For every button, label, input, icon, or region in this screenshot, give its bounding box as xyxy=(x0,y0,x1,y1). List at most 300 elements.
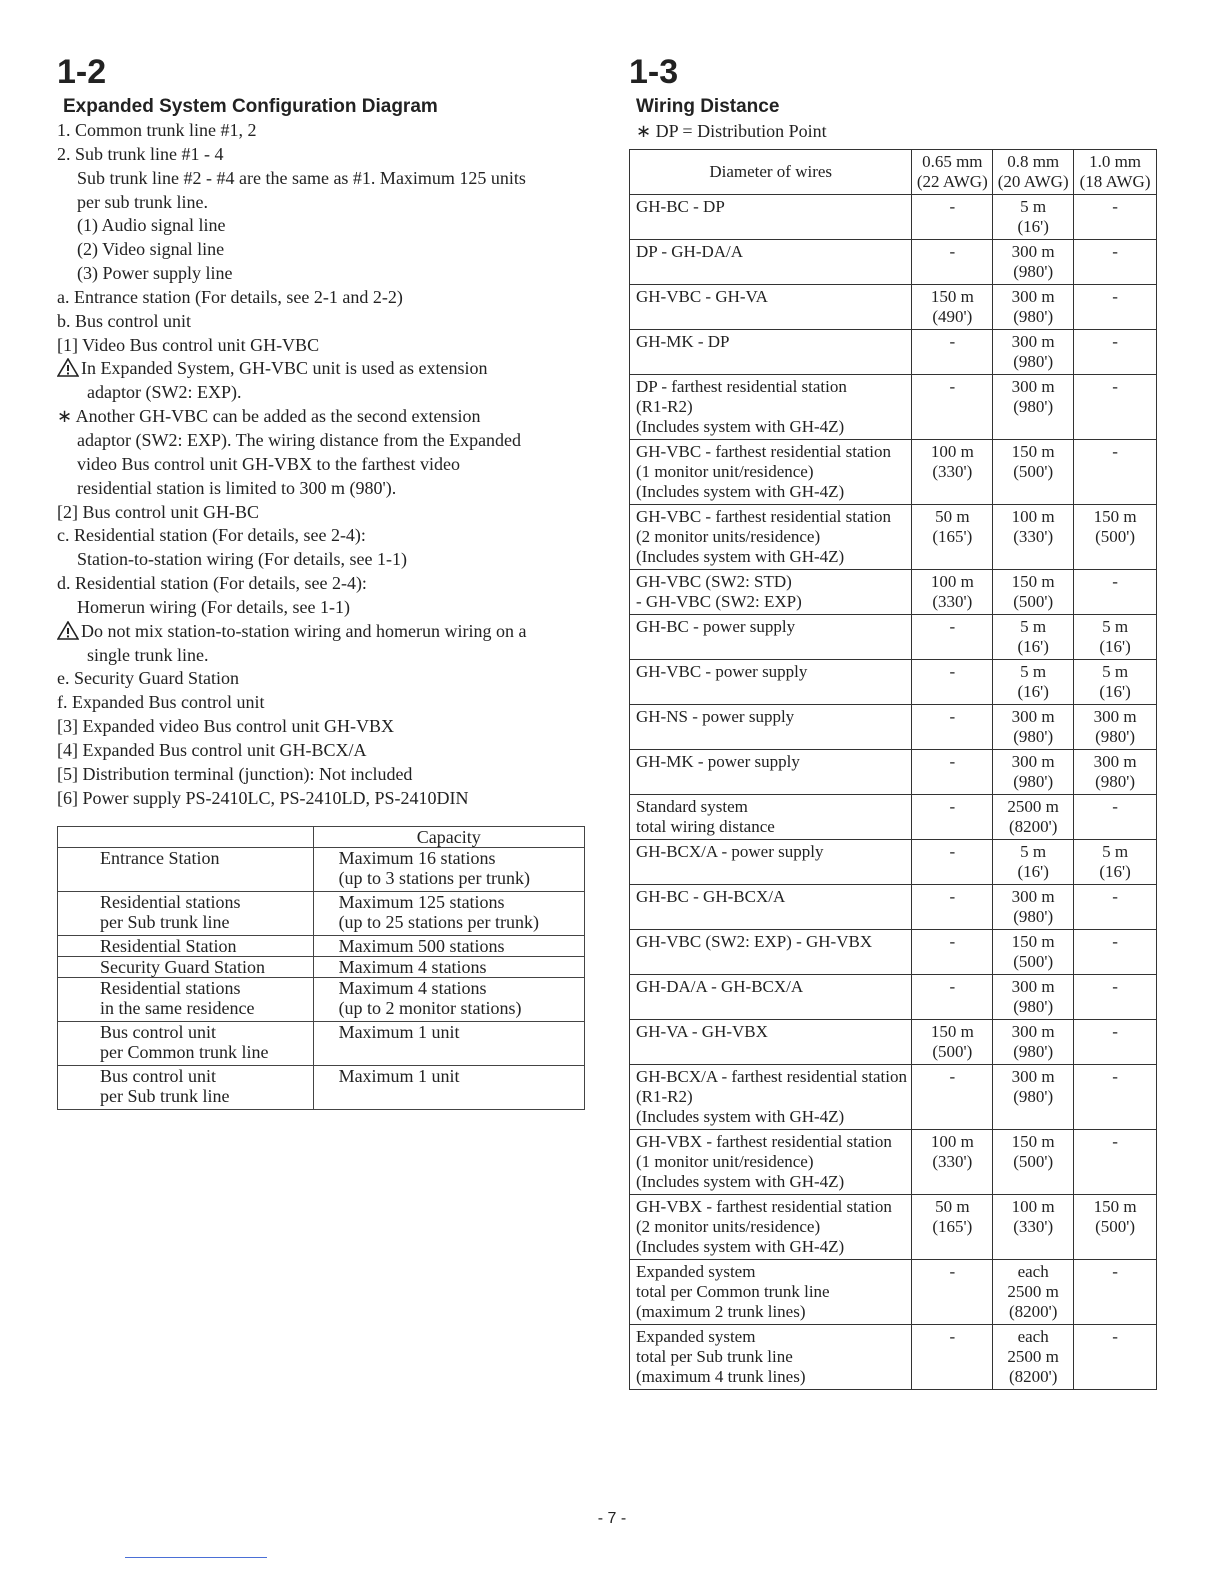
wiring-value-line: 2500 m xyxy=(1007,1346,1059,1366)
wiring-header xyxy=(1074,150,1157,195)
capacity-item xyxy=(58,892,314,936)
wiring-header-line: 0.8 mm xyxy=(1007,152,1060,172)
wiring-value-c2 xyxy=(993,660,1074,705)
wiring-row xyxy=(630,570,1157,615)
wiring-route xyxy=(630,1065,912,1130)
capacity-item-line: per Sub trunk line xyxy=(100,912,230,932)
wiring-value-line: - xyxy=(949,1262,956,1281)
wiring-value-line: (500') xyxy=(1095,1216,1135,1236)
wiring-header-text: Diameter of wires xyxy=(709,162,833,182)
capacity-value xyxy=(313,957,584,978)
wiring-row xyxy=(630,375,1157,440)
wiring-value-line: (330') xyxy=(932,461,973,481)
wiring-value-line: 2500 m xyxy=(1007,1281,1059,1301)
page-number: - 7 - xyxy=(597,1510,627,1527)
wiring-route-line: GH-MK - DP xyxy=(636,332,730,351)
wiring-route xyxy=(630,1195,912,1260)
wiring-value-line: - xyxy=(949,617,956,636)
wiring-value-c2 xyxy=(993,975,1074,1020)
wiring-value-line: 300 m xyxy=(1093,707,1137,726)
wiring-value-line: 100 m xyxy=(930,572,974,591)
legend-text: Do not mix station-to-station wiring and homerun wiring on a xyxy=(81,620,527,641)
legend-line xyxy=(57,167,587,191)
capacity-row xyxy=(58,978,585,1022)
wiring-value-line: (500') xyxy=(932,1041,973,1061)
dp-note: ∗ DP = Distribution Point xyxy=(636,121,827,141)
legend-text: [3] Expanded video Bus control unit GH-VBX xyxy=(57,716,394,737)
wiring-route-line: Expanded system xyxy=(636,1327,756,1346)
capacity-item-line: in the same residence xyxy=(100,998,255,1018)
wiring-value-line: (16') xyxy=(1017,636,1049,656)
wiring-value-line: - xyxy=(1112,797,1118,816)
wiring-value-line: (500') xyxy=(1095,526,1135,546)
wiring-value-c2 xyxy=(993,505,1074,570)
legend-line xyxy=(57,357,587,381)
capacity-value-line: Maximum 4 stations xyxy=(338,957,487,977)
wiring-row xyxy=(630,195,1157,240)
legend-text: (3) Power supply line xyxy=(77,263,233,284)
wiring-row xyxy=(630,1195,1157,1260)
wiring-route-line: GH-NS - power supply xyxy=(636,707,795,726)
legend-text: single trunk line. xyxy=(87,644,209,665)
wiring-value-line: 50 m xyxy=(935,507,970,526)
wiring-value-c3 xyxy=(1074,240,1157,285)
capacity-value-line: Maximum 1 unit xyxy=(338,1066,460,1086)
wiring-route xyxy=(630,1260,912,1325)
wiring-route-line: (Includes system with GH-4Z) xyxy=(636,546,845,566)
wiring-value-line: (330') xyxy=(1013,526,1054,546)
wiring-value-line: 300 m xyxy=(1011,1067,1055,1086)
wiring-value-c1 xyxy=(912,1195,993,1260)
wiring-row xyxy=(630,1130,1157,1195)
wiring-value-c3 xyxy=(1074,1260,1157,1325)
wiring-value-c3 xyxy=(1074,1065,1157,1130)
wiring-value-line: - xyxy=(1112,887,1118,906)
wiring-row xyxy=(630,505,1157,570)
wiring-value-c2 xyxy=(993,930,1074,975)
capacity-value xyxy=(313,892,584,936)
wiring-value-line: (330') xyxy=(1013,1216,1054,1236)
legend-text: Sub trunk line #2 - #4 are the same as #1. Maximum 125 units xyxy=(77,167,526,188)
section-number-1-2: 1-2 xyxy=(57,53,107,91)
legend-line xyxy=(57,334,587,358)
wiring-route-line: GH-VBC - GH-VA xyxy=(636,287,768,306)
wiring-route xyxy=(630,795,912,840)
wiring-value-c1 xyxy=(912,705,993,750)
legend-text: a. Entrance station (For details, see 2-1 and 2-2) xyxy=(57,286,403,307)
wiring-value-line: 100 m xyxy=(930,442,974,461)
wiring-value-c3 xyxy=(1074,795,1157,840)
wiring-route-line: (1 monitor unit/residence) xyxy=(636,1151,814,1171)
wiring-value-c3 xyxy=(1074,660,1157,705)
legend-line xyxy=(57,119,587,143)
wiring-route-line: GH-BCX/A - power supply xyxy=(636,842,824,861)
capacity-item-line: Security Guard Station xyxy=(100,957,265,977)
wiring-value-line: 5 m xyxy=(1020,617,1047,636)
wiring-value-line: (16') xyxy=(1099,636,1131,656)
wiring-row xyxy=(630,660,1157,705)
wiring-value-line: (980') xyxy=(1013,396,1054,416)
wiring-value-line: each xyxy=(1017,1327,1049,1346)
warning-icon xyxy=(57,620,81,644)
legend-text: [2] Bus control unit GH-BC xyxy=(57,501,259,522)
wiring-value-line: 100 m xyxy=(1011,507,1055,526)
wiring-value-line: 300 m xyxy=(1093,752,1137,771)
wiring-value-line: - xyxy=(949,887,956,906)
wiring-route-line: GH-VBX - farthest residential station xyxy=(636,1197,892,1216)
wiring-value-line: 5 m xyxy=(1020,842,1047,861)
wiring-value-line: - xyxy=(949,377,956,396)
wiring-value-line: 5 m xyxy=(1102,662,1129,681)
wiring-value-line: (980') xyxy=(1013,306,1054,326)
wiring-header-line: (18 AWG) xyxy=(1079,172,1151,191)
wiring-value-line: 300 m xyxy=(1011,887,1055,906)
wiring-value-c2 xyxy=(993,705,1074,750)
capacity-item xyxy=(58,936,314,957)
wiring-route-line: DP - farthest residential station xyxy=(636,377,847,396)
wiring-route-line: (1 monitor unit/residence) xyxy=(636,461,814,481)
wiring-header-line: (22 AWG) xyxy=(916,172,988,191)
warning-icon xyxy=(57,357,81,381)
legend-text: c. Residential station (For details, see 2-4): xyxy=(57,525,366,546)
wiring-route-line: (Includes system with GH-4Z) xyxy=(636,416,845,436)
wiring-route xyxy=(630,285,912,330)
legend-line xyxy=(57,596,587,620)
capacity-item xyxy=(58,1066,314,1110)
legend-text: f. Expanded Bus control unit xyxy=(57,692,265,713)
capacity-item-line: Entrance Station xyxy=(100,848,220,868)
wiring-value-c2 xyxy=(993,795,1074,840)
wiring-route-line: (maximum 2 trunk lines) xyxy=(636,1301,806,1321)
wiring-value-line: (980') xyxy=(1013,351,1054,371)
wiring-route xyxy=(630,975,912,1020)
legend-line xyxy=(57,548,587,572)
wiring-value-c2 xyxy=(993,840,1074,885)
wiring-row xyxy=(630,285,1157,330)
wiring-value-c3 xyxy=(1074,615,1157,660)
legend-text: [4] Expanded Bus control unit GH-BCX/A xyxy=(57,739,367,760)
wiring-value-c2 xyxy=(993,885,1074,930)
wiring-route xyxy=(630,375,912,440)
wiring-value-line: (16') xyxy=(1099,861,1131,881)
legend-line xyxy=(57,715,587,739)
wiring-route xyxy=(630,750,912,795)
legend-line xyxy=(57,238,587,262)
legend-line xyxy=(57,524,587,548)
legend-text: 1. Common trunk line #1, 2 xyxy=(57,120,257,140)
wiring-header xyxy=(630,150,912,195)
wiring-route xyxy=(630,930,912,975)
legend-line xyxy=(57,763,587,787)
wiring-value-line: - xyxy=(1112,1022,1118,1041)
wiring-route-line: (Includes system with GH-4Z) xyxy=(636,481,845,501)
wiring-value-line: 50 m xyxy=(935,1197,970,1216)
wiring-value-c2 xyxy=(993,1020,1074,1065)
wiring-value-line: 150 m xyxy=(1011,1132,1055,1151)
capacity-value-line: (up to 2 monitor stations) xyxy=(338,998,522,1018)
wiring-row xyxy=(630,440,1157,505)
capacity-value xyxy=(313,936,584,957)
wiring-value-c2 xyxy=(993,285,1074,330)
wiring-value-line: 300 m xyxy=(1011,977,1055,996)
wiring-value-line: (490') xyxy=(932,306,973,326)
wiring-value-line: (980') xyxy=(1013,726,1054,746)
capacity-row xyxy=(58,1022,585,1066)
wiring-value-line: 100 m xyxy=(1011,1197,1055,1216)
wiring-value-line: - xyxy=(1112,242,1118,261)
wiring-value-line: (980') xyxy=(1013,1041,1054,1061)
wiring-value-line: (16') xyxy=(1017,861,1049,881)
legend-line xyxy=(57,262,587,286)
legend-text: d. Residential station (For details, see 2-4): xyxy=(57,573,367,594)
wiring-value-line: 150 m xyxy=(1093,507,1137,526)
capacity-row xyxy=(58,1066,585,1110)
wiring-route xyxy=(630,1325,912,1390)
wiring-route-line: (R1-R2) xyxy=(636,1086,693,1106)
wiring-route-line: total wiring distance xyxy=(636,816,775,836)
capacity-value-line: (up to 3 stations per trunk) xyxy=(338,868,531,888)
section-title-configuration: Expanded System Configuration Diagram xyxy=(63,96,438,117)
legend-text: [1] Video Bus control unit GH-VBC xyxy=(57,334,320,355)
wiring-value-c1 xyxy=(912,660,993,705)
wiring-route xyxy=(630,440,912,505)
wiring-route-line: Expanded system xyxy=(636,1262,756,1281)
wiring-value-line: 300 m xyxy=(1011,287,1055,306)
section-title-wiring-distance: Wiring Distance xyxy=(636,96,780,117)
wiring-route xyxy=(630,505,912,570)
wiring-value-c3 xyxy=(1074,285,1157,330)
wiring-value-line: (500') xyxy=(1013,461,1054,481)
wiring-value-c1 xyxy=(912,1130,993,1195)
wiring-value-c3 xyxy=(1074,705,1157,750)
capacity-item xyxy=(58,1022,314,1066)
wiring-value-c1 xyxy=(912,885,993,930)
wiring-value-c3 xyxy=(1074,375,1157,440)
wiring-value-c1 xyxy=(912,195,993,240)
wiring-row xyxy=(630,885,1157,930)
wiring-value-c1 xyxy=(912,750,993,795)
capacity-item xyxy=(58,957,314,978)
wiring-value-c3 xyxy=(1074,1195,1157,1260)
wiring-value-line: 150 m xyxy=(930,1022,974,1041)
legend-line xyxy=(57,787,587,811)
wiring-value-c2 xyxy=(993,570,1074,615)
capacity-item-line: Residential stations xyxy=(100,892,241,912)
legend-line xyxy=(57,214,587,238)
capacity-value-line: Maximum 1 unit xyxy=(338,1022,460,1042)
footer-rule xyxy=(125,1557,267,1558)
legend-text: residential station is limited to 300 m (980'). xyxy=(77,477,397,498)
wiring-route-line: (Includes system with GH-4Z) xyxy=(636,1171,845,1191)
wiring-row xyxy=(630,1020,1157,1065)
wiring-route xyxy=(630,885,912,930)
wiring-value-line: - xyxy=(1112,1132,1118,1151)
capacity-item-line: per Common trunk line xyxy=(100,1042,269,1062)
wiring-value-c1 xyxy=(912,795,993,840)
capacity-value xyxy=(313,848,584,892)
wiring-route-line: (Includes system with GH-4Z) xyxy=(636,1236,845,1256)
wiring-value-line: (500') xyxy=(1013,951,1054,971)
capacity-table xyxy=(57,826,585,1110)
wiring-route-line: Standard system xyxy=(636,797,748,816)
capacity-value-line: (up to 25 stations per trunk) xyxy=(338,912,540,932)
wiring-value-c2 xyxy=(993,1065,1074,1130)
wiring-route-line: GH-BCX/A - farthest residential station xyxy=(636,1067,908,1086)
wiring-value-line: 150 m xyxy=(930,287,974,306)
wiring-value-c3 xyxy=(1074,1130,1157,1195)
wiring-route-line: GH-VBC - farthest residential station xyxy=(636,507,891,526)
legend-text: e. Security Guard Station xyxy=(57,668,239,689)
wiring-value-c3 xyxy=(1074,570,1157,615)
legend-line xyxy=(57,286,587,310)
wiring-value-line: 150 m xyxy=(1093,1197,1137,1216)
capacity-value-line: Maximum 125 stations xyxy=(338,892,505,912)
wiring-value-line: 300 m xyxy=(1011,1022,1055,1041)
wiring-value-line: (330') xyxy=(932,1151,973,1171)
wiring-value-line: - xyxy=(1112,377,1118,396)
wiring-route-line: GH-VA - GH-VBX xyxy=(636,1022,768,1041)
wiring-value-line: (8200') xyxy=(1008,1301,1058,1321)
section-number-1-3: 1-3 xyxy=(629,53,679,91)
wiring-value-c2 xyxy=(993,615,1074,660)
wiring-value-c1 xyxy=(912,1065,993,1130)
wiring-route-line: DP - GH-DA/A xyxy=(636,242,744,261)
wiring-value-line: - xyxy=(949,797,956,816)
capacity-item-line: Residential stations xyxy=(100,978,241,998)
legend-line xyxy=(57,739,587,763)
legend-line xyxy=(57,453,587,477)
wiring-value-c1 xyxy=(912,1020,993,1065)
legend-text: adaptor (SW2: EXP). xyxy=(87,382,242,403)
legend-text: video Bus control unit GH-VBX to the farthest video xyxy=(77,453,460,474)
wiring-value-c3 xyxy=(1074,975,1157,1020)
wiring-row xyxy=(630,1325,1157,1390)
legend-text: [5] Distribution terminal (junction): Not included xyxy=(57,763,413,784)
wiring-value-c1 xyxy=(912,840,993,885)
capacity-row xyxy=(58,957,585,978)
legend-line xyxy=(57,143,587,167)
legend-line xyxy=(57,501,587,525)
wiring-value-c2 xyxy=(993,195,1074,240)
wiring-value-c3 xyxy=(1074,840,1157,885)
legend-text: [6] Power supply PS-2410LC, PS-2410LD, PS-2410DIN xyxy=(57,787,469,808)
wiring-value-c3 xyxy=(1074,330,1157,375)
wiring-value-line: - xyxy=(1112,1067,1118,1086)
legend-line xyxy=(57,572,587,596)
wiring-value-line: (980') xyxy=(1013,906,1054,926)
legend-line xyxy=(57,381,587,405)
capacity-item-line: Bus control unit xyxy=(100,1066,216,1086)
wiring-value-c3 xyxy=(1074,1325,1157,1390)
wiring-value-c3 xyxy=(1074,750,1157,795)
wiring-route-line: (R1-R2) xyxy=(636,396,693,416)
legend-line xyxy=(57,405,587,429)
legend-text: b. Bus control unit xyxy=(57,310,191,331)
wiring-route-line: GH-BC - GH-BCX/A xyxy=(636,887,786,906)
wiring-value-line: - xyxy=(1112,572,1118,591)
wiring-value-c1 xyxy=(912,375,993,440)
wiring-value-line: - xyxy=(949,197,956,216)
wiring-route-line: - GH-VBC (SW2: EXP) xyxy=(636,591,802,611)
wiring-value-line: 300 m xyxy=(1011,752,1055,771)
wiring-route-line: GH-VBC (SW2: EXP) - GH-VBX xyxy=(636,932,873,951)
legend-line xyxy=(57,667,587,691)
wiring-value-line: (500') xyxy=(1013,591,1054,611)
wiring-value-line: 100 m xyxy=(930,1132,974,1151)
wiring-value-line: - xyxy=(1112,977,1118,996)
wiring-value-line: (500') xyxy=(1013,1151,1054,1171)
wiring-value-c1 xyxy=(912,1260,993,1325)
wiring-header xyxy=(993,150,1074,195)
wiring-row xyxy=(630,1260,1157,1325)
capacity-row xyxy=(58,848,585,892)
wiring-value-c2 xyxy=(993,1195,1074,1260)
wiring-value-line: 150 m xyxy=(1011,572,1055,591)
capacity-value xyxy=(313,1066,584,1110)
wiring-value-line: - xyxy=(949,752,956,771)
wiring-value-c1 xyxy=(912,330,993,375)
legend-line xyxy=(57,310,587,334)
wiring-value-line: - xyxy=(949,1067,956,1086)
capacity-item xyxy=(58,848,314,892)
capacity-row xyxy=(58,892,585,936)
wiring-value-line: 2500 m xyxy=(1007,797,1059,816)
wiring-value-c1 xyxy=(912,440,993,505)
wiring-row xyxy=(630,750,1157,795)
wiring-value-line: (980') xyxy=(1013,1086,1054,1106)
wiring-value-line: - xyxy=(949,242,956,261)
wiring-route-line: (2 monitor units/residence) xyxy=(636,526,821,546)
wiring-route-line: GH-MK - power supply xyxy=(636,752,800,771)
wiring-value-line: - xyxy=(1112,442,1118,461)
wiring-value-line: (330') xyxy=(932,591,973,611)
wiring-value-line: - xyxy=(949,662,956,681)
wiring-row xyxy=(630,330,1157,375)
wiring-value-c1 xyxy=(912,505,993,570)
wiring-route xyxy=(630,1130,912,1195)
wiring-route-line: (Includes system with GH-4Z) xyxy=(636,1106,845,1126)
wiring-route xyxy=(630,1020,912,1065)
capacity-item-line: per Sub trunk line xyxy=(100,1086,230,1106)
wiring-value-c2 xyxy=(993,1260,1074,1325)
wiring-value-line: - xyxy=(1112,1327,1118,1346)
legend-line xyxy=(57,429,587,453)
wiring-value-c3 xyxy=(1074,885,1157,930)
configuration-legend-list xyxy=(57,119,587,810)
wiring-value-line: (980') xyxy=(1013,996,1054,1016)
wiring-value-line: (980') xyxy=(1013,261,1054,281)
wiring-route-line: GH-BC - power supply xyxy=(636,617,796,636)
legend-line xyxy=(57,191,587,215)
wiring-value-line: (8200') xyxy=(1008,816,1058,836)
wiring-route xyxy=(630,705,912,750)
wiring-route-line: total per Sub trunk line xyxy=(636,1346,793,1366)
wiring-value-c3 xyxy=(1074,1020,1157,1065)
capacity-value-line: Maximum 16 stations xyxy=(338,848,496,868)
wiring-route-line: GH-DA/A - GH-BCX/A xyxy=(636,977,804,996)
legend-text: ∗ Another GH-VBC can be added as the second extension xyxy=(57,406,481,427)
wiring-value-line: - xyxy=(949,332,956,351)
wiring-row xyxy=(630,705,1157,750)
wiring-value-c2 xyxy=(993,375,1074,440)
capacity-row xyxy=(58,936,585,957)
wiring-value-line: - xyxy=(949,977,956,996)
wiring-row xyxy=(630,930,1157,975)
legend-line xyxy=(57,477,587,501)
wiring-value-c2 xyxy=(993,1130,1074,1195)
wiring-route-line: (2 monitor units/residence) xyxy=(636,1216,821,1236)
wiring-route xyxy=(630,195,912,240)
